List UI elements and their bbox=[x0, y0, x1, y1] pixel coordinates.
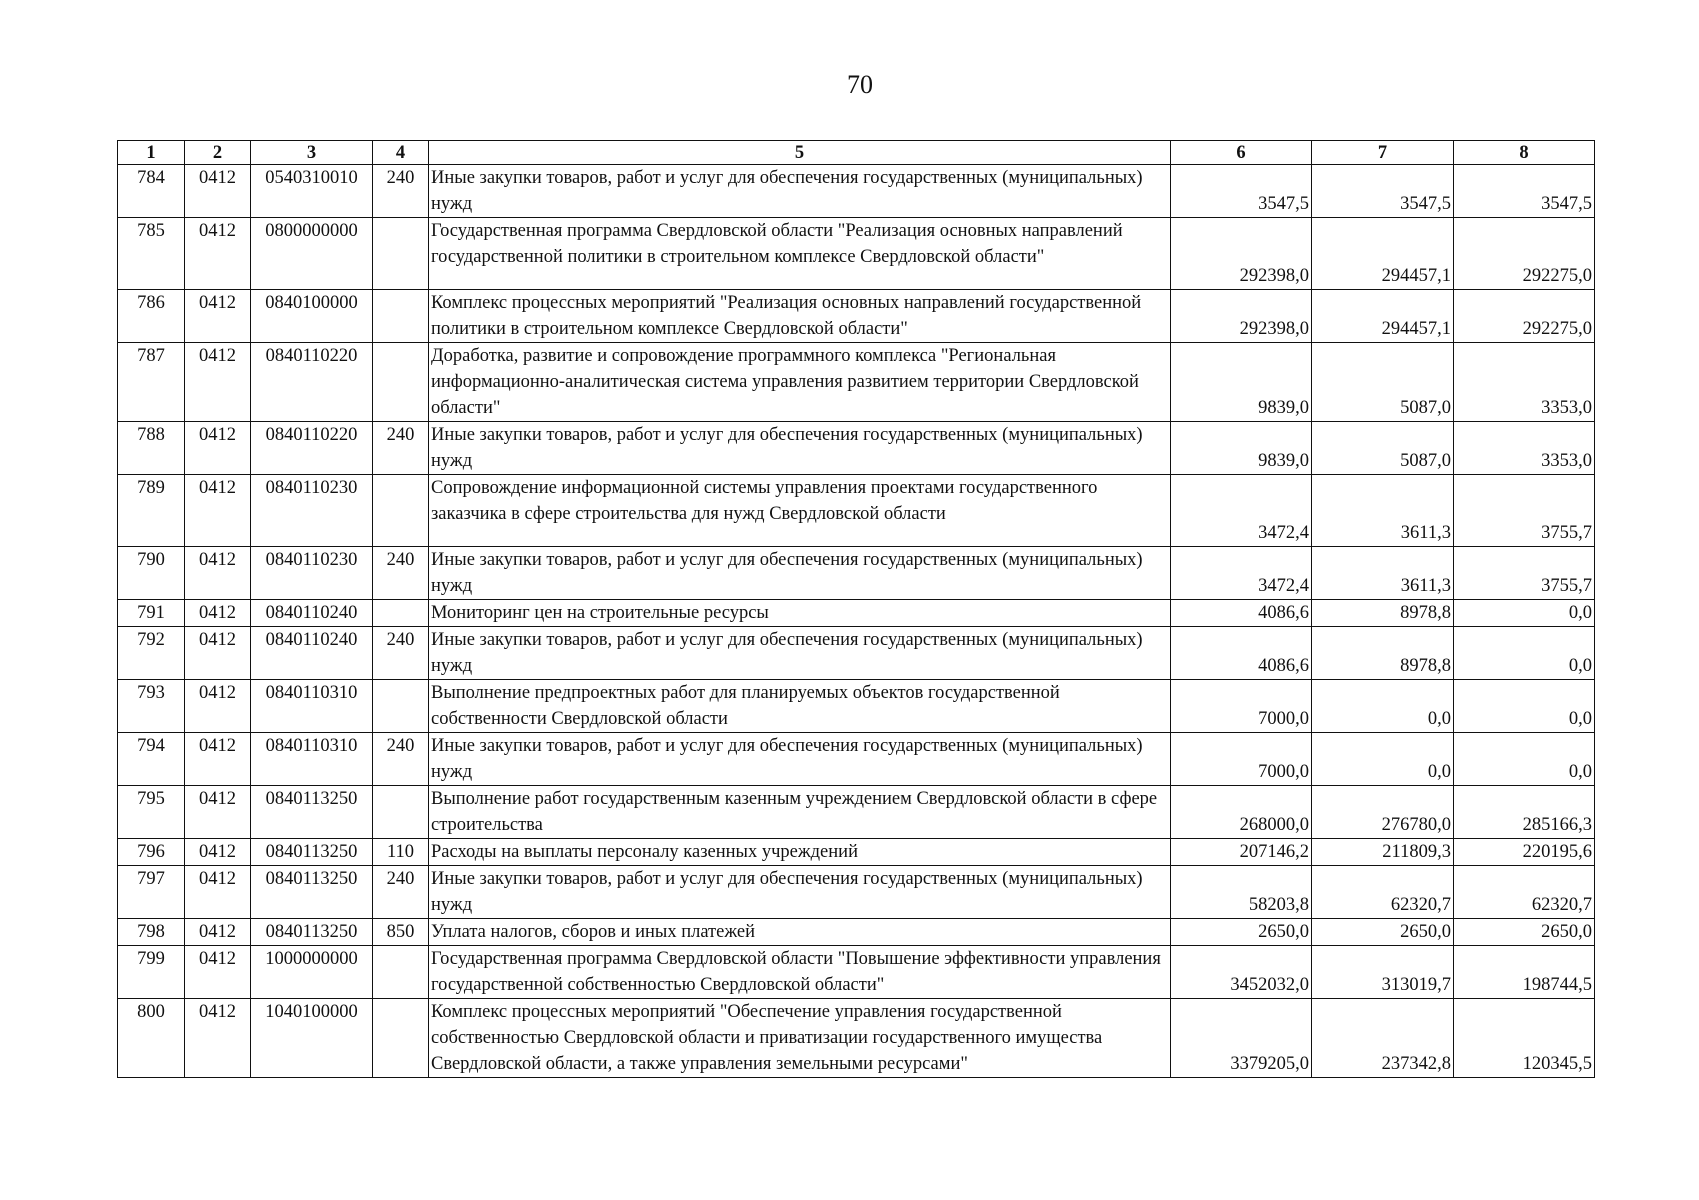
table-row bbox=[118, 290, 1595, 343]
section-code: 0412 bbox=[185, 627, 251, 680]
target-article-code: 0840110240 bbox=[251, 627, 373, 680]
row-number: 797 bbox=[118, 866, 185, 919]
item-name: Уплата налогов, сборов и иных платежей bbox=[429, 919, 1171, 946]
target-article-code: 0840110310 bbox=[251, 733, 373, 786]
amount-col-7: 276780,0 bbox=[1312, 786, 1454, 839]
section-code: 0412 bbox=[185, 919, 251, 946]
section-code: 0412 bbox=[185, 946, 251, 999]
amount-col-7: 237342,8 bbox=[1312, 999, 1454, 1078]
row-number: 789 bbox=[118, 475, 185, 547]
amount-col-8: 285166,3 bbox=[1454, 786, 1595, 839]
amount-col-6: 292398,0 bbox=[1171, 218, 1312, 290]
amount-col-8: 62320,7 bbox=[1454, 866, 1595, 919]
target-article-code: 0840110220 bbox=[251, 343, 373, 422]
page-number: 70 bbox=[847, 70, 873, 99]
column-header-6: 6 bbox=[1171, 141, 1312, 165]
table-row bbox=[118, 866, 1595, 919]
amount-col-8: 220195,6 bbox=[1454, 839, 1595, 866]
table-row bbox=[118, 786, 1595, 839]
row-number: 791 bbox=[118, 600, 185, 627]
amount-col-6: 9839,0 bbox=[1171, 422, 1312, 475]
row-number: 793 bbox=[118, 680, 185, 733]
amount-col-6: 2650,0 bbox=[1171, 919, 1312, 946]
item-name: Выполнение работ государственным казенным учреждением Свердловской области в сфере строительства bbox=[429, 786, 1171, 839]
amount-col-8: 0,0 bbox=[1454, 627, 1595, 680]
section-code: 0412 bbox=[185, 475, 251, 547]
amount-col-8: 120345,5 bbox=[1454, 999, 1595, 1078]
amount-col-6: 3472,4 bbox=[1171, 547, 1312, 600]
item-name: Сопровождение информационной системы управления проектами государственного заказчика в сфере строительства для нужд Свердловской области bbox=[429, 475, 1171, 547]
row-number: 796 bbox=[118, 839, 185, 866]
row-number: 799 bbox=[118, 946, 185, 999]
amount-col-7: 3611,3 bbox=[1312, 547, 1454, 600]
item-name: Иные закупки товаров, работ и услуг для обеспечения государственных (муниципальных) нужд bbox=[429, 165, 1171, 218]
amount-col-7: 5087,0 bbox=[1312, 343, 1454, 422]
amount-col-8: 292275,0 bbox=[1454, 218, 1595, 290]
amount-col-6: 4086,6 bbox=[1171, 627, 1312, 680]
target-article-code: 0840110230 bbox=[251, 475, 373, 547]
amount-col-8: 3755,7 bbox=[1454, 547, 1595, 600]
row-number: 795 bbox=[118, 786, 185, 839]
row-number: 798 bbox=[118, 919, 185, 946]
amount-col-8: 2650,0 bbox=[1454, 919, 1595, 946]
amount-col-7: 8978,8 bbox=[1312, 627, 1454, 680]
amount-col-6: 7000,0 bbox=[1171, 680, 1312, 733]
item-name: Иные закупки товаров, работ и услуг для обеспечения государственных (муниципальных) нужд bbox=[429, 422, 1171, 475]
row-number: 786 bbox=[118, 290, 185, 343]
amount-col-7: 5087,0 bbox=[1312, 422, 1454, 475]
section-code: 0412 bbox=[185, 786, 251, 839]
target-article-code: 0840110220 bbox=[251, 422, 373, 475]
section-code: 0412 bbox=[185, 733, 251, 786]
section-code: 0412 bbox=[185, 839, 251, 866]
amount-col-6: 207146,2 bbox=[1171, 839, 1312, 866]
section-code: 0412 bbox=[185, 866, 251, 919]
target-article-code: 0840113250 bbox=[251, 786, 373, 839]
item-name: Иные закупки товаров, работ и услуг для обеспечения государственных (муниципальных) нужд bbox=[429, 547, 1171, 600]
column-header-5: 5 bbox=[429, 141, 1171, 165]
item-name: Государственная программа Свердловской области "Реализация основных направлений государственной политики в строительном комплексе Свердловской области" bbox=[429, 218, 1171, 290]
expense-type-code: 110 bbox=[373, 839, 429, 866]
section-code: 0412 bbox=[185, 600, 251, 627]
column-header-8: 8 bbox=[1454, 141, 1595, 165]
budget-table bbox=[117, 140, 1595, 1078]
item-name: Доработка, развитие и сопровождение программного комплекса "Региональная информационно-аналитическая система управления развитием территории Свердловской области" bbox=[429, 343, 1171, 422]
section-code: 0412 bbox=[185, 290, 251, 343]
row-number: 794 bbox=[118, 733, 185, 786]
amount-col-6: 9839,0 bbox=[1171, 343, 1312, 422]
expense-type-code: 240 bbox=[373, 866, 429, 919]
target-article-code: 1040100000 bbox=[251, 999, 373, 1078]
item-name: Иные закупки товаров, работ и услуг для обеспечения государственных (муниципальных) нужд bbox=[429, 733, 1171, 786]
expense-type-code bbox=[373, 946, 429, 999]
section-code: 0412 bbox=[185, 165, 251, 218]
item-name: Комплекс процессных мероприятий "Реализация основных направлений государственной политики в строительном комплексе Свердловской области" bbox=[429, 290, 1171, 343]
amount-col-7: 8978,8 bbox=[1312, 600, 1454, 627]
table-row bbox=[118, 422, 1595, 475]
column-header-7: 7 bbox=[1312, 141, 1454, 165]
target-article-code: 0840110240 bbox=[251, 600, 373, 627]
target-article-code: 0840110230 bbox=[251, 547, 373, 600]
expense-type-code: 240 bbox=[373, 627, 429, 680]
amount-col-8: 3353,0 bbox=[1454, 422, 1595, 475]
row-number: 784 bbox=[118, 165, 185, 218]
amount-col-6: 3472,4 bbox=[1171, 475, 1312, 547]
expense-type-code bbox=[373, 475, 429, 547]
expense-type-code bbox=[373, 786, 429, 839]
table-row bbox=[118, 218, 1595, 290]
table-row bbox=[118, 946, 1595, 999]
table-row bbox=[118, 999, 1595, 1078]
amount-col-7: 0,0 bbox=[1312, 680, 1454, 733]
amount-col-7: 294457,1 bbox=[1312, 290, 1454, 343]
column-header-3: 3 bbox=[251, 141, 373, 165]
amount-col-7: 313019,7 bbox=[1312, 946, 1454, 999]
table-row bbox=[118, 680, 1595, 733]
expense-type-code: 240 bbox=[373, 733, 429, 786]
amount-col-7: 62320,7 bbox=[1312, 866, 1454, 919]
table-row bbox=[118, 343, 1595, 422]
amount-col-6: 4086,6 bbox=[1171, 600, 1312, 627]
target-article-code: 0840113250 bbox=[251, 866, 373, 919]
amount-col-8: 3755,7 bbox=[1454, 475, 1595, 547]
target-article-code: 0840113250 bbox=[251, 839, 373, 866]
expense-type-code: 850 bbox=[373, 919, 429, 946]
table-row bbox=[118, 733, 1595, 786]
target-article-code: 0540310010 bbox=[251, 165, 373, 218]
target-article-code: 0800000000 bbox=[251, 218, 373, 290]
section-code: 0412 bbox=[185, 547, 251, 600]
item-name: Выполнение предпроектных работ для планируемых объектов государственной собственности Свердловской области bbox=[429, 680, 1171, 733]
target-article-code: 0840100000 bbox=[251, 290, 373, 343]
table-body bbox=[118, 165, 1595, 1078]
section-code: 0412 bbox=[185, 218, 251, 290]
expense-type-code bbox=[373, 680, 429, 733]
amount-col-7: 3611,3 bbox=[1312, 475, 1454, 547]
section-code: 0412 bbox=[185, 999, 251, 1078]
column-header-4: 4 bbox=[373, 141, 429, 165]
amount-col-8: 0,0 bbox=[1454, 600, 1595, 627]
header-row bbox=[118, 141, 1595, 165]
item-name: Расходы на выплаты персоналу казенных учреждений bbox=[429, 839, 1171, 866]
item-name: Мониторинг цен на строительные ресурсы bbox=[429, 600, 1171, 627]
expense-type-code: 240 bbox=[373, 165, 429, 218]
amount-col-8: 3353,0 bbox=[1454, 343, 1595, 422]
section-code: 0412 bbox=[185, 680, 251, 733]
table-row bbox=[118, 839, 1595, 866]
amount-col-6: 292398,0 bbox=[1171, 290, 1312, 343]
target-article-code: 0840113250 bbox=[251, 919, 373, 946]
item-name: Иные закупки товаров, работ и услуг для обеспечения государственных (муниципальных) нужд bbox=[429, 627, 1171, 680]
amount-col-8: 292275,0 bbox=[1454, 290, 1595, 343]
table-row bbox=[118, 165, 1595, 218]
expense-type-code: 240 bbox=[373, 422, 429, 475]
expense-type-code bbox=[373, 218, 429, 290]
expense-type-code bbox=[373, 343, 429, 422]
row-number: 790 bbox=[118, 547, 185, 600]
item-name: Государственная программа Свердловской области "Повышение эффективности управления государственной собственностью Свердловской области" bbox=[429, 946, 1171, 999]
table-row bbox=[118, 627, 1595, 680]
column-header-1: 1 bbox=[118, 141, 185, 165]
amount-col-7: 3547,5 bbox=[1312, 165, 1454, 218]
amount-col-6: 58203,8 bbox=[1171, 866, 1312, 919]
expense-type-code: 240 bbox=[373, 547, 429, 600]
item-name: Комплекс процессных мероприятий "Обеспечение управления государственной собственностью Свердловской области и приватизации государственного имущества Свердловской области, а также управления земельными ресурсами" bbox=[429, 999, 1171, 1078]
target-article-code: 0840110310 bbox=[251, 680, 373, 733]
target-article-code: 1000000000 bbox=[251, 946, 373, 999]
section-code: 0412 bbox=[185, 422, 251, 475]
table-row bbox=[118, 475, 1595, 547]
amount-col-6: 3547,5 bbox=[1171, 165, 1312, 218]
amount-col-7: 294457,1 bbox=[1312, 218, 1454, 290]
expense-type-code bbox=[373, 600, 429, 627]
row-number: 785 bbox=[118, 218, 185, 290]
row-number: 800 bbox=[118, 999, 185, 1078]
amount-col-8: 198744,5 bbox=[1454, 946, 1595, 999]
table-row bbox=[118, 919, 1595, 946]
table-header bbox=[118, 141, 1595, 165]
table-row bbox=[118, 600, 1595, 627]
amount-col-8: 3547,5 bbox=[1454, 165, 1595, 218]
amount-col-6: 268000,0 bbox=[1171, 786, 1312, 839]
amount-col-8: 0,0 bbox=[1454, 680, 1595, 733]
item-name: Иные закупки товаров, работ и услуг для обеспечения государственных (муниципальных) нужд bbox=[429, 866, 1171, 919]
amount-col-7: 2650,0 bbox=[1312, 919, 1454, 946]
row-number: 787 bbox=[118, 343, 185, 422]
amount-col-6: 3452032,0 bbox=[1171, 946, 1312, 999]
expense-type-code bbox=[373, 999, 429, 1078]
section-code: 0412 bbox=[185, 343, 251, 422]
amount-col-7: 211809,3 bbox=[1312, 839, 1454, 866]
amount-col-8: 0,0 bbox=[1454, 733, 1595, 786]
expense-type-code bbox=[373, 290, 429, 343]
amount-col-6: 3379205,0 bbox=[1171, 999, 1312, 1078]
table-row bbox=[118, 547, 1595, 600]
amount-col-7: 0,0 bbox=[1312, 733, 1454, 786]
amount-col-6: 7000,0 bbox=[1171, 733, 1312, 786]
row-number: 792 bbox=[118, 627, 185, 680]
row-number: 788 bbox=[118, 422, 185, 475]
column-header-2: 2 bbox=[185, 141, 251, 165]
